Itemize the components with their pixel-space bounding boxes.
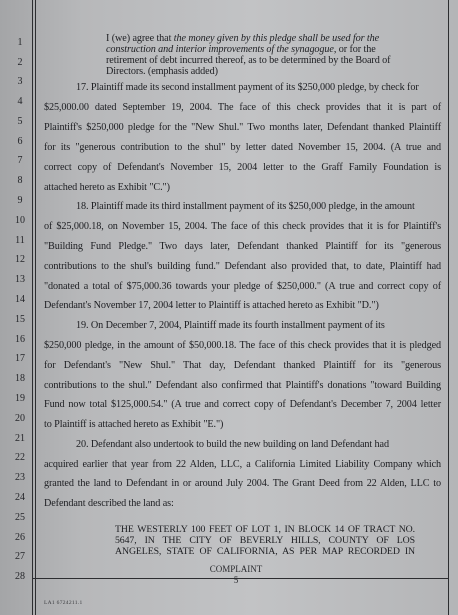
line-number: 7 <box>17 155 23 166</box>
paragraph-line: 19. On December 7, 2004, Plaintiff made its fourth installment payment of its <box>76 320 385 331</box>
quote-emphasis: construction and interior improvements of the synagogue <box>106 44 334 55</box>
line-number: 26 <box>15 532 25 543</box>
right-margin-rule <box>448 0 449 615</box>
paragraph-line: of $25,000.18, on November 15, 2004. The face of this check provides that it is for Plaintiff's <box>44 221 441 232</box>
paragraph-line: granted the land to Defendant in or around July 2004. The Grant Deed from 22 Alden, LLC to <box>44 478 441 489</box>
line-number: 9 <box>17 195 23 206</box>
paragraph-line: for its "generous contribution to the shul" by letter dated November 15, 2004. (A true and <box>44 142 441 153</box>
line-number: 13 <box>15 274 25 285</box>
line-number: 27 <box>15 551 25 562</box>
line-number: 3 <box>17 76 23 87</box>
line-number: 23 <box>15 472 25 483</box>
paragraph-line: attached hereto as Exhibit "C.") <box>44 182 170 193</box>
paragraph-line: 17. Plaintiff made its second installment payment of its $250,000 pledge, by check for <box>76 82 419 93</box>
paragraph-line: contributions to the shul." Defendant also confirmed that Plaintiff's donations "toward Building <box>44 380 441 391</box>
paragraph-line: correct copy of Defendant's November 15, 2004 letter to the Graff Family Foundation is <box>44 162 441 173</box>
legal-description-line: 5647, IN THE CITY OF BEVERLY HILLS, COUNTY OF LOS <box>115 535 415 546</box>
line-number: 5 <box>17 116 23 127</box>
paragraph-line: 18. Plaintiff made its third installment payment of its $250,000 pledge, in the amount <box>76 201 415 212</box>
line-number: 2 <box>17 57 23 68</box>
page-number: 5 <box>233 575 239 585</box>
quote-line: Directors. (emphasis added) <box>106 66 218 77</box>
paragraph-line: $25,000.00 dated September 19, 2004. The face of this check provides that it is part of <box>44 102 441 113</box>
line-number: 14 <box>15 294 25 305</box>
paragraph-line: contributions to the shul's building fund." Defendant also provided that, to date, Plaintiff had <box>44 261 441 272</box>
document-code: LA1 6724211.1 <box>44 600 83 606</box>
paragraph-line: Fund now total $125,000.54." (A true and correct copy of Defendant's December 7, 2004 letter <box>44 399 441 410</box>
paragraph-line: $250,000 pledge, in the amount of $50,000.18. The face of this check provides that it is pledged <box>44 340 441 351</box>
legal-description-line: ANGELES, STATE OF CALIFORNIA, AS PER MAP RECORDED IN <box>115 546 415 557</box>
paragraph-line: Defendant's November 17, 2004 letter to Plaintiff is attached hereto as Exhibit "D.") <box>44 300 379 311</box>
quote-line: retirement of debt incurred thereof, as to be determined by the Board of <box>106 55 391 66</box>
line-number: 20 <box>15 413 25 424</box>
paragraph-line: "donated a total of $75,000.36 towards your pledge of $250,000." (A true and correct copy of <box>44 281 441 292</box>
paragraph-line: "Building Fund Pledge." Two days later, Defendant thanked Plaintiff for its "generous <box>44 241 441 252</box>
left-margin-rule-outer <box>32 0 33 615</box>
quote-text: I (we) agree that <box>106 33 174 44</box>
paragraph-line: Plaintiff's $250,000 pledge for the "New Shul." Two months later, Defendant thanked Plaintiff <box>44 122 441 133</box>
left-margin-rule-inner <box>35 0 36 615</box>
line-number: 21 <box>15 433 25 444</box>
quote-line <box>106 33 424 44</box>
line-number: 18 <box>15 373 25 384</box>
quote-line <box>106 44 424 55</box>
line-number: 25 <box>15 512 25 523</box>
line-number: 10 <box>15 215 25 226</box>
paragraph-line: for Defendant's "New Shul." That day, Defendant thanked Plaintiff for its "generous <box>44 360 441 371</box>
paragraph-line: acquired earlier that year from 22 Alden, LLC, a California Limited Liability Company which <box>44 459 441 470</box>
paragraph-line: Defendant described the land as: <box>44 498 174 509</box>
line-number: 8 <box>17 175 23 186</box>
line-number: 19 <box>15 393 25 404</box>
line-number: 6 <box>17 136 23 147</box>
line-number: 1 <box>17 37 23 48</box>
quote-text: , or for the <box>333 44 376 55</box>
line-number: 22 <box>15 452 25 463</box>
line-number: 15 <box>15 314 25 325</box>
footer-title: COMPLAINT <box>209 564 263 574</box>
line-number: 16 <box>15 334 25 345</box>
quote-emphasis: the money given by this pledge shall be used for the <box>173 33 380 44</box>
paragraph-line: to Plaintiff is attached hereto as Exhibit "E.") <box>44 419 224 430</box>
line-number: 24 <box>15 492 25 503</box>
legal-description-line: THE WESTERLY 100 FEET OF LOT 1, IN BLOCK 14 OF TRACT NO. <box>115 524 415 535</box>
line-number: 17 <box>15 353 25 364</box>
line-number: 11 <box>15 235 25 246</box>
line-number: 28 <box>15 571 25 582</box>
paragraph-line: 20. Defendant also undertook to build the new building on land Defendant had <box>76 439 389 450</box>
line-number: 4 <box>17 96 23 107</box>
line-number: 12 <box>15 254 25 265</box>
